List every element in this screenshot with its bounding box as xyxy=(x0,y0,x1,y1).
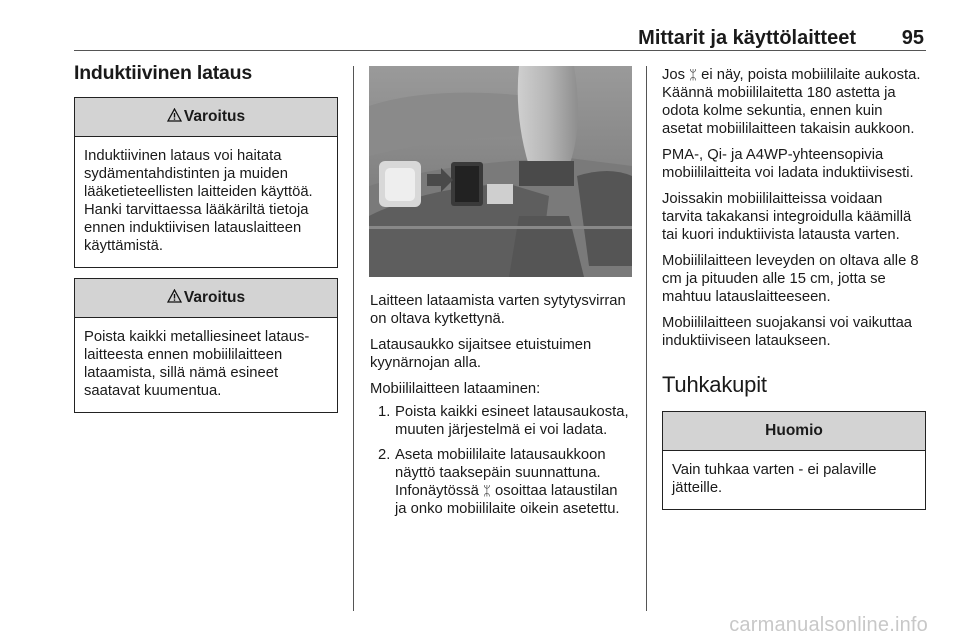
paragraph-compatibility: PMA-, Qi- ja A4WP-yhteensopivia mobiililaitteita voi ladata induktiivisesti. xyxy=(662,147,914,181)
column-divider-1 xyxy=(353,66,354,611)
warning-box-header xyxy=(75,279,337,318)
column-divider-2 xyxy=(646,66,647,611)
charging-steps-list xyxy=(370,403,632,518)
column-2-text xyxy=(370,292,632,525)
note-box-text: Vain tuhkaa varten - ei palaville jätteille. xyxy=(672,462,877,496)
warning-box-text: Poista kaikki metalliesineet latauslaitteesta ennen mobiililaitteen lataamista, sillä nämä esineet saatavat kuumentua. xyxy=(84,329,310,399)
step-number: 2. xyxy=(378,447,391,463)
paragraph-back-cover: Joissakin mobiililaitteissa voidaan tarvita takakansi integroidulla käämillä tai kuori induktiivista latausta varten. xyxy=(662,191,912,243)
step-text: Poista kaikki esineet latausaukosta, muuten järjestelmä ei voi ladata. xyxy=(395,404,629,438)
warning-box-pacemaker xyxy=(74,97,338,268)
list-item xyxy=(370,446,632,518)
warning-triangle-icon xyxy=(167,289,182,308)
inductive-charging-icon: ᛯ xyxy=(483,483,491,498)
paragraph-protective-cover: Mobiililaitteen suojakansi voi vaikuttaa induktiiviseen lataukseen. xyxy=(662,315,913,349)
section-heading-ashtrays: Tuhkakupit xyxy=(662,372,767,397)
warning-box-title: Varoitus xyxy=(183,108,246,125)
paragraph-icon-missing: Jos ᛯ ei näy, poista mobiililaite aukosta. Käännä mobiililaitetta 180 astetta ja odota kolme sekuntia, ennen kuin asetat mobiililaitteen takaisin aukkoon. xyxy=(662,67,921,137)
step-text: Aseta mobiililaite latausaukkoon näyttö taaksepäin suunnattuna. Infonäytössä xyxy=(395,447,606,499)
header-divider xyxy=(74,50,926,51)
column-3 xyxy=(662,66,926,510)
warning-box-header xyxy=(75,98,337,137)
charging-pocket-photo xyxy=(369,66,632,277)
warning-triangle-icon xyxy=(167,108,182,127)
note-box-ashtray xyxy=(662,411,926,510)
section-heading-inductive-charging: Induktiivinen lataus xyxy=(74,62,253,84)
list-item xyxy=(370,403,632,439)
column-1 xyxy=(74,62,338,413)
inductive-charging-icon: ᛯ xyxy=(689,67,697,82)
page-header-title: Mittarit ja käyttölaitteet xyxy=(638,27,856,49)
note-box-header: Huomio xyxy=(663,412,925,451)
paragraph-size-limits: Mobiililaitteen leveyden on oltava alle 8 cm ja pituuden alle 15 cm, jotta se mahtuu latauslaitteeseen. xyxy=(662,253,919,305)
paragraph-charging-intro: Mobiililaitteen lataaminen: xyxy=(370,381,541,397)
warning-box-metal-objects xyxy=(74,278,338,413)
page-number: 95 xyxy=(901,27,924,49)
footer-watermark: carmanualsonline.info xyxy=(729,614,928,636)
step-number: 1. xyxy=(378,404,391,420)
step-text-continued: osoittaa lataustilan ja onko mobiililaite oikein asetettu. xyxy=(395,483,620,517)
paragraph-location: Latausaukko sijaitsee etuistuimen kyynärnojan alla. xyxy=(370,337,592,371)
warning-box-text: Induktiivinen lataus voi haitata sydämentahdistinten ja muiden lääketieteellisten laitteiden käyttöä. Hanki tarvittaessa lääkäriltä tietoja ennen induktiivisen latauslaitteen käyttämistä. xyxy=(84,148,313,254)
warning-box-title: Varoitus xyxy=(183,289,246,306)
paragraph-ignition: Laitteen lataamista varten sytytysvirran on oltava kytkettynä. xyxy=(370,293,626,327)
